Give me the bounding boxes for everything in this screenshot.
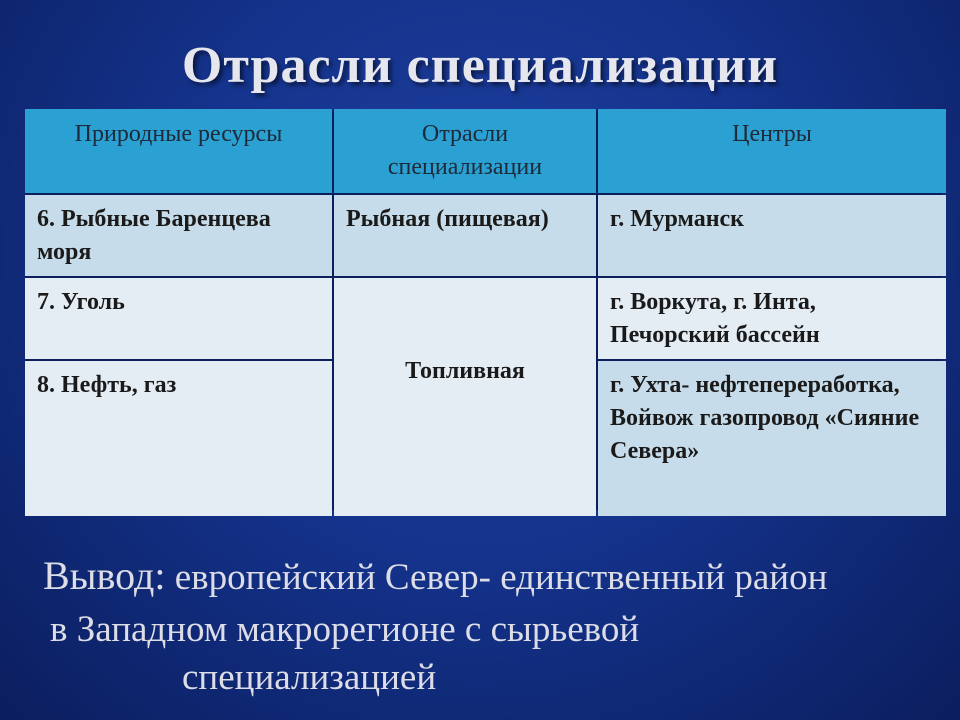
conclusion-line-1 xyxy=(43,552,827,599)
header-centers: Центры xyxy=(598,109,946,193)
row1-industry: Рыбная (пищевая) xyxy=(334,195,596,276)
slide-title: Отрасли специализации xyxy=(181,37,779,94)
specialization-table xyxy=(25,109,942,510)
conclusion-line-3: специализацией xyxy=(182,657,437,698)
conclusion-lead: Вывод: xyxy=(43,553,166,598)
merged-industry-fuel: Топливная xyxy=(334,278,596,516)
row3-centers: г. Ухта- нефтепереработка, Войвож газопровод «Сияние Севера» xyxy=(598,361,946,516)
row3-resource: 8. Нефть, газ xyxy=(25,361,332,516)
row1-resource: 6. Рыбные Баренцева моря xyxy=(25,195,332,276)
row2-resource: 7. Уголь xyxy=(25,278,332,359)
header-industries: Отрасли специализации xyxy=(334,109,596,193)
row1-centers: г. Мурманск xyxy=(598,195,946,276)
header-resources: Природные ресурсы xyxy=(25,109,332,193)
conclusion-text-1: европейский Север- единственный район xyxy=(174,557,828,598)
row2-centers: г. Воркута, г. Инта, Печорский бассейн xyxy=(598,278,946,359)
conclusion-line-2: в Западном макрорегионе с сырьевой xyxy=(50,609,640,650)
